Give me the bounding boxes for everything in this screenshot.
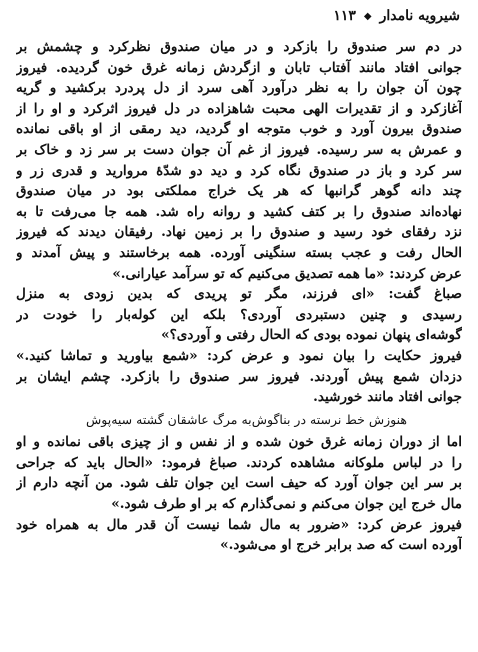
text-line: را در لباس ملوکانه مشاهده کردند. صباغ فرمود: «الحال باید که جراحی [16, 454, 462, 471]
text-line: صندوق بیرون آورد و خوب متوجه او گردید، دید رمقی از او باقی نمانده [16, 121, 462, 138]
text-line: نزد رفقای خود رسید و صندوق را بر زمین نهاد. رفیقان دیدند که فیروز [16, 224, 462, 241]
page-number: ۱۱۳ [333, 8, 356, 24]
text-line: بر سر این جوان آورد که حیف است این جوان تلف شود. من آنچه دارم از [16, 475, 462, 492]
text-line: و عمرش به سر رسیده. فیروز از غم آن جوان دست بر سر زد و خاک بر [16, 141, 462, 158]
text-line: آغازکرد و از تقدیرات الهی محبت شاهزاده در دل فیروز اثرکرد و او را از [16, 100, 462, 117]
poem-verse [16, 410, 462, 431]
text-line: گوشه‌ای پنهان نموده بودی که الحال رفتی و آوردی؟» [161, 327, 462, 344]
poem-hemistich-right: هنوزش خط نرسته در بناگوش [251, 411, 407, 427]
text-line: اما از دوران زمانه غرق خون شده و از نفس و از چیزی باقی نمانده و او [16, 434, 462, 451]
text-line: جوانی افتاد مانند آفتاب تابان و ازگردش زمانه غرق خون گردیده. فیروز [16, 59, 462, 76]
text-line: الحال رفت و عجب بسته سنگینی آورده. همه برخاستند و پیش آمدند و [16, 244, 462, 261]
header-separator-icon: ◆ [363, 10, 372, 22]
text-line: فیروز حکایت را بیان نمود و عرض کرد: «شمع بیاورید و تماشا کنید.» [16, 347, 462, 364]
text-line: فیروز عرض کرد: «ضرور به مال شما نیست آن قدر مال به همراه خود [16, 516, 462, 533]
text-line: سر کرد و باز در صندوق نگاه کرد و دید دو شدّهٔ مروارید و قدری زر و [16, 162, 462, 179]
page-header [18, 6, 460, 26]
running-title: شیرویه نامدار [379, 8, 460, 24]
text-line: دزدان شمع پیش آوردند. فیروز سر صندوق را بازکرد. چشم ایشان بر [16, 368, 462, 385]
text-line: چند دانه گوهر گرانبها که هر یک خراج مملکتی بود در میان صندوق [16, 183, 462, 200]
body-text [16, 37, 462, 556]
text-line: در دم سر صندوق را بازکرد و در میان صندوق نظرکرد و چشمش بر [16, 39, 462, 55]
text-line: رسیدی و چنین دستبردی آوردی؟ بلکه این کوله‌بار را خودت در [16, 306, 462, 323]
text-line: آورده است که صد برابر خرج او می‌شود.» [220, 537, 462, 554]
text-line: جوانی افتاد مانند خورشید. [313, 389, 462, 406]
text-line: مال خرج این جوان می‌کنم و نمی‌گذارم که بر او طرف شود.» [111, 496, 462, 513]
poem-hemistich-left: به مرگ عاشقان گشته سیه‌پوش [86, 411, 252, 427]
text-line: نهاده‌اند صندوق را بر کتف کشید و روانه راه شد. همه جا می‌رفت تا به [16, 203, 462, 220]
text-line: عرض کردند: «ما همه تصدیق می‌کنیم که تو سرآمد عیارانی.» [112, 265, 462, 282]
text-line: صباغ گفت: «ای فرزند، مگر تو پریدی که بدین زودی به منزل [16, 286, 462, 303]
text-line: چون آن جوان را به نظر درآورد آهی سرد از دل پردرد برکشید و گریه [16, 80, 462, 97]
